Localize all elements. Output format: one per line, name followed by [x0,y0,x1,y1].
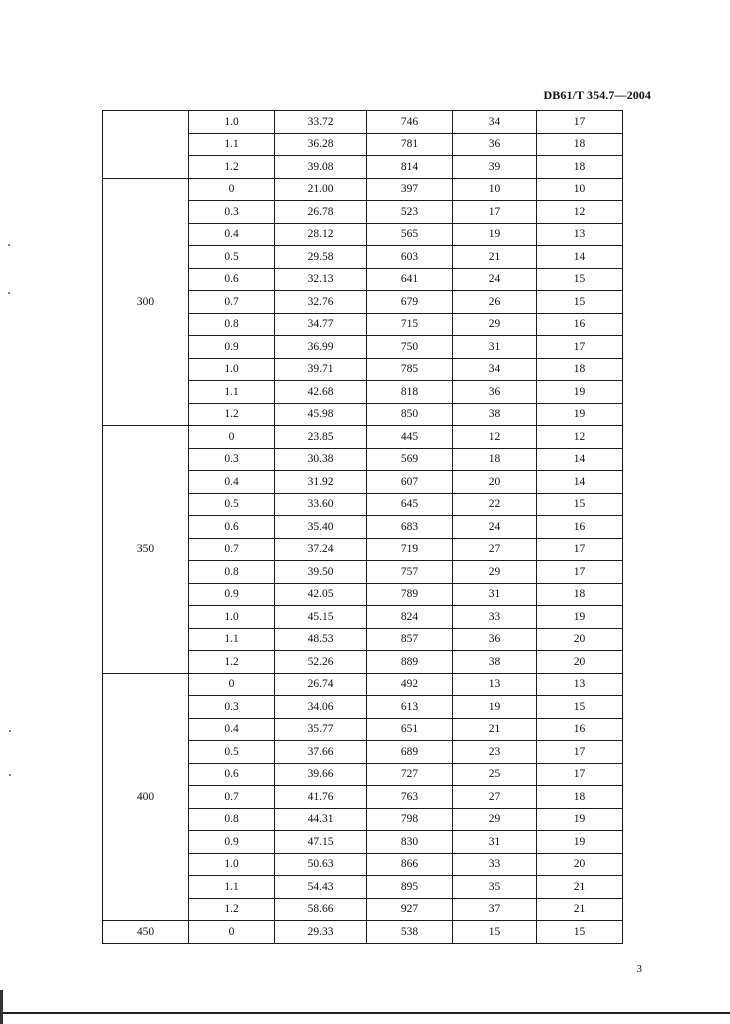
table-cell: 20 [537,628,623,651]
table-cell: 45.98 [275,403,367,426]
table-cell: 17 [537,561,623,584]
table-cell: 0 [189,673,275,696]
table-cell: 27 [453,786,537,809]
table-cell: 0 [189,178,275,201]
table-cell: 763 [367,786,453,809]
table-cell: 20 [537,651,623,674]
table-cell: 31 [453,336,537,359]
table-cell: 28.12 [275,223,367,246]
table-cell: 0.4 [189,223,275,246]
scan-speck [9,774,11,776]
table-cell: 42.05 [275,583,367,606]
table-cell: 603 [367,246,453,269]
table-cell: 0 [189,921,275,944]
table-cell: 1.2 [189,403,275,426]
table-cell: 18 [537,583,623,606]
table-cell: 13 [537,673,623,696]
table-cell: 0.4 [189,471,275,494]
table-cell: 14 [537,471,623,494]
table-cell: 23.85 [275,426,367,449]
table-cell: 17 [537,741,623,764]
table-cell: 850 [367,403,453,426]
table-cell: 19 [537,606,623,629]
table-cell: 689 [367,741,453,764]
table-cell: 45.15 [275,606,367,629]
table-cell: 397 [367,178,453,201]
table-cell: 35.77 [275,718,367,741]
table-cell: 814 [367,156,453,179]
table-cell: 36 [453,381,537,404]
table-cell: 10 [453,178,537,201]
page-number: 3 [636,963,642,975]
table-cell: 0.5 [189,741,275,764]
table-cell: 37.24 [275,538,367,561]
table-row [103,673,623,696]
table-cell: 17 [537,111,623,134]
table-cell: 54.43 [275,876,367,899]
table-cell: 34 [453,358,537,381]
table-cell: 927 [367,898,453,921]
scan-speck [8,244,10,246]
table-cell: 785 [367,358,453,381]
table-cell: 31 [453,831,537,854]
table-cell: 35.40 [275,516,367,539]
table-cell: 52.26 [275,651,367,674]
table-cell: 32.76 [275,291,367,314]
table-cell: 32.13 [275,268,367,291]
table-cell: 613 [367,696,453,719]
table-cell: 0.6 [189,516,275,539]
table-cell: 39.08 [275,156,367,179]
group-label-cell: 400 [103,673,189,921]
table-cell: 38 [453,651,537,674]
table-cell: 866 [367,853,453,876]
table-cell: 26.78 [275,201,367,224]
table-cell: 16 [537,718,623,741]
table-cell: 37.66 [275,741,367,764]
table-cell: 36.28 [275,133,367,156]
table-cell: 0.7 [189,291,275,314]
scan-edge-line [0,1012,730,1014]
table-cell: 0.5 [189,493,275,516]
table-cell: 523 [367,201,453,224]
table-cell: 12 [537,426,623,449]
table-cell: 23 [453,741,537,764]
table-cell: 14 [537,246,623,269]
table-cell: 19 [453,696,537,719]
table-cell: 15 [453,921,537,944]
table-row [103,426,623,449]
table-cell: 1.0 [189,853,275,876]
table-cell: 0.9 [189,336,275,359]
table-cell: 0.9 [189,583,275,606]
table-cell: 683 [367,516,453,539]
table-cell: 10 [537,178,623,201]
table-cell: 719 [367,538,453,561]
table-cell: 538 [367,921,453,944]
table-cell: 0.3 [189,201,275,224]
table-cell: 31.92 [275,471,367,494]
table-cell: 19 [537,808,623,831]
table-row [103,178,623,201]
table-cell: 58.66 [275,898,367,921]
table-cell: 1.2 [189,651,275,674]
table-cell: 15 [537,493,623,516]
table-cell: 19 [537,403,623,426]
table-cell: 1.2 [189,156,275,179]
table-row [103,111,623,134]
table-cell: 12 [537,201,623,224]
table-cell: 746 [367,111,453,134]
table-cell: 21.00 [275,178,367,201]
table-cell: 24 [453,516,537,539]
table-cell: 44.31 [275,808,367,831]
table-cell: 895 [367,876,453,899]
table-cell: 26 [453,291,537,314]
table-cell: 50.63 [275,853,367,876]
table-cell: 0 [189,426,275,449]
table-cell: 21 [453,246,537,269]
table-cell: 19 [537,831,623,854]
table-cell: 33 [453,606,537,629]
group-label-cell: 450 [103,921,189,944]
table-cell: 17 [537,538,623,561]
table-cell: 445 [367,426,453,449]
table-cell: 30.38 [275,448,367,471]
table-cell: 19 [537,381,623,404]
table-cell: 781 [367,133,453,156]
table-cell: 20 [537,853,623,876]
table-cell: 798 [367,808,453,831]
table-cell: 34 [453,111,537,134]
table-cell: 15 [537,696,623,719]
group-label-cell: 300 [103,178,189,426]
group-label-cell: 350 [103,426,189,674]
table-cell: 0.3 [189,696,275,719]
table-cell: 18 [537,133,623,156]
table-cell: 13 [537,223,623,246]
table-cell: 33 [453,853,537,876]
table-cell: 36 [453,133,537,156]
table-cell: 715 [367,313,453,336]
table-cell: 0.8 [189,561,275,584]
table-cell: 17 [537,336,623,359]
table-cell: 1.0 [189,358,275,381]
table-cell: 14 [537,448,623,471]
table-cell: 47.15 [275,831,367,854]
table-cell: 18 [537,786,623,809]
table-cell: 48.53 [275,628,367,651]
table-cell: 18 [453,448,537,471]
table-cell: 39 [453,156,537,179]
table-cell: 1.1 [189,133,275,156]
table-cell: 824 [367,606,453,629]
table-cell: 857 [367,628,453,651]
table-cell: 17 [453,201,537,224]
table-cell: 20 [453,471,537,494]
table-cell: 789 [367,583,453,606]
table-cell: 24 [453,268,537,291]
table-cell: 41.76 [275,786,367,809]
table-cell: 1.2 [189,898,275,921]
table-cell: 35 [453,876,537,899]
table-cell: 651 [367,718,453,741]
table-cell: 26.74 [275,673,367,696]
table-cell: 0.8 [189,808,275,831]
standard-code-header: DB61/T 354.7—2004 [543,88,651,102]
table-cell: 22 [453,493,537,516]
table-cell: 1.0 [189,111,275,134]
table-cell: 0.8 [189,313,275,336]
scan-speck [9,730,11,732]
table-cell: 34.06 [275,696,367,719]
table-cell: 16 [537,313,623,336]
table-row [103,921,623,944]
table-cell: 0.5 [189,246,275,269]
table-cell: 818 [367,381,453,404]
table-cell: 1.1 [189,628,275,651]
table-cell: 727 [367,763,453,786]
table-cell: 37 [453,898,537,921]
table-cell: 25 [453,763,537,786]
table-cell: 29.58 [275,246,367,269]
table-cell: 750 [367,336,453,359]
group-label-cell [103,111,189,179]
table-cell: 39.66 [275,763,367,786]
table-cell: 12 [453,426,537,449]
table-cell: 36 [453,628,537,651]
table-cell: 607 [367,471,453,494]
table-cell: 33.72 [275,111,367,134]
table-cell: 38 [453,403,537,426]
table-cell: 21 [537,898,623,921]
table-cell: 0.7 [189,786,275,809]
table-cell: 29 [453,313,537,336]
data-table [102,110,623,944]
table-cell: 0.3 [189,448,275,471]
table-cell: 15 [537,291,623,314]
table-cell: 830 [367,831,453,854]
table-cell: 679 [367,291,453,314]
table-cell: 0.6 [189,763,275,786]
table-body [103,111,623,944]
table-cell: 39.50 [275,561,367,584]
table-cell: 0.9 [189,831,275,854]
table-cell: 27 [453,538,537,561]
table-cell: 39.71 [275,358,367,381]
table-cell: 33.60 [275,493,367,516]
table-cell: 21 [537,876,623,899]
table-cell: 18 [537,156,623,179]
table-cell: 29 [453,561,537,584]
table-cell: 641 [367,268,453,291]
table-cell: 0.7 [189,538,275,561]
table-cell: 18 [537,358,623,381]
table-cell: 13 [453,673,537,696]
table-cell: 16 [537,516,623,539]
table-cell: 36.99 [275,336,367,359]
table-cell: 757 [367,561,453,584]
scan-speck [8,292,10,294]
table-cell: 15 [537,921,623,944]
table-cell: 21 [453,718,537,741]
table-cell: 0.6 [189,268,275,291]
table-cell: 17 [537,763,623,786]
table-cell: 1.1 [189,381,275,404]
table-cell: 19 [453,223,537,246]
table-cell: 1.1 [189,876,275,899]
table-cell: 15 [537,268,623,291]
table-cell: 569 [367,448,453,471]
table-cell: 1.0 [189,606,275,629]
table-cell: 34.77 [275,313,367,336]
table-cell: 889 [367,651,453,674]
scan-edge-mark [0,990,3,1024]
table-cell: 31 [453,583,537,606]
table-cell: 29 [453,808,537,831]
table-cell: 29.33 [275,921,367,944]
table-cell: 565 [367,223,453,246]
table-cell: 0.4 [189,718,275,741]
table-cell: 42.68 [275,381,367,404]
table-cell: 492 [367,673,453,696]
table-cell: 645 [367,493,453,516]
